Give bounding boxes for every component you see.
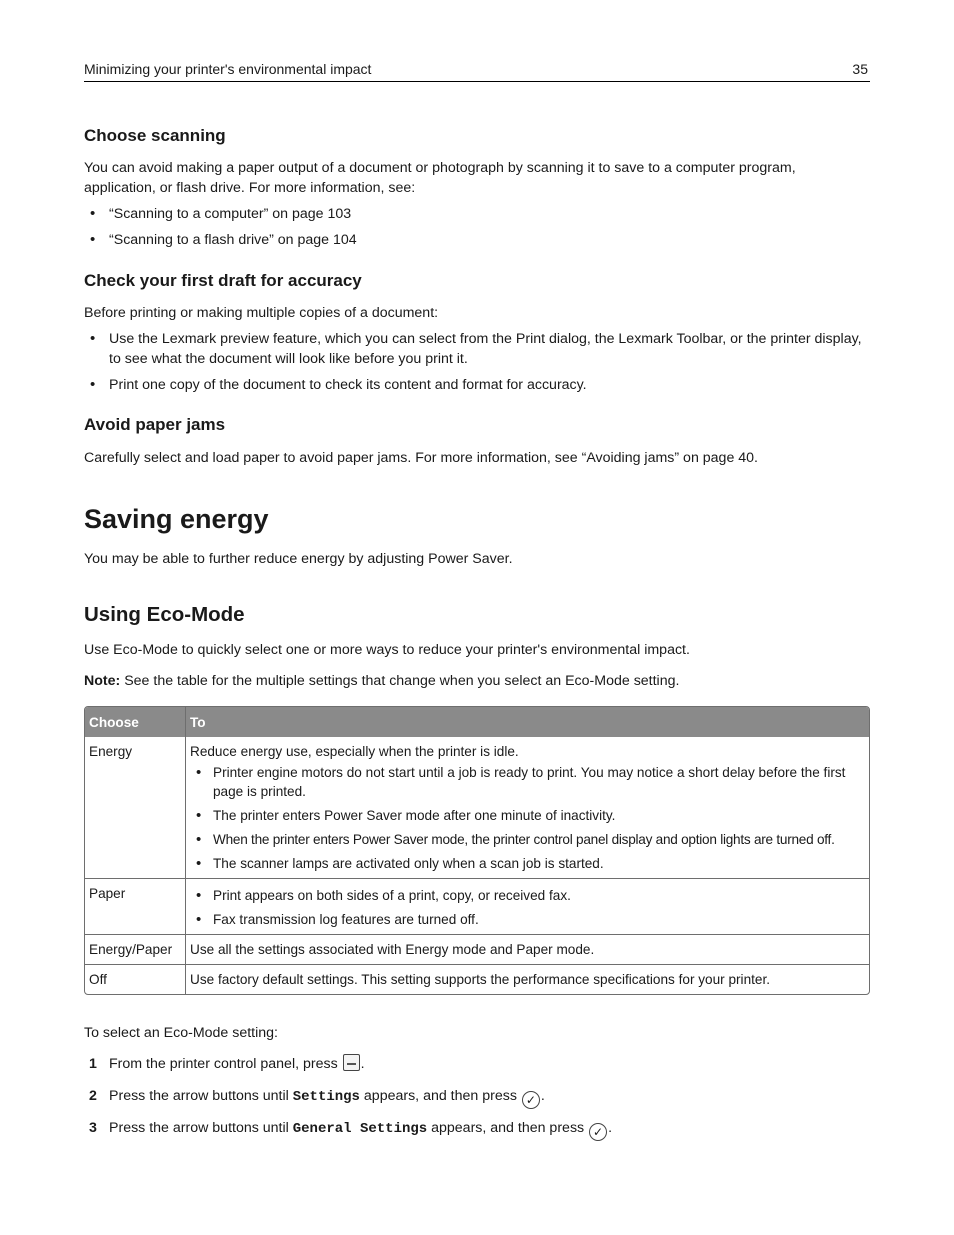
saving-energy-text: You may be able to further reduce energy by adjusting Power Saver.	[84, 551, 513, 567]
step-text-end: .	[608, 1120, 613, 1136]
page-number: 35	[852, 61, 868, 77]
section-choose-scanning	[84, 126, 870, 146]
checkmark-button-icon: ✓	[522, 1091, 540, 1109]
step-item	[84, 1117, 870, 1149]
row-description: Use all the settings associated with Energy mode and Paper mode.	[186, 934, 869, 964]
list-item: • Use the Lexmark preview feature, which you can select from the Print dialog, the Lexmark Toolbar, or the printer display, to see what the document will look like before you print it.	[84, 329, 870, 369]
step-text-middle: appears, and then press	[359, 1088, 521, 1104]
running-header	[84, 61, 870, 82]
column-header-choose: Choose	[85, 707, 186, 737]
row-bullets	[190, 763, 865, 873]
row-label: Energy/Paper	[85, 934, 186, 964]
checkmark-button-icon: ✓	[589, 1123, 607, 1141]
list-item: • “Scanning to a computer” on page 103	[84, 204, 870, 224]
step-text: From the printer control panel, press	[109, 1056, 342, 1072]
step-number: 3	[89, 1120, 97, 1136]
heading-saving-energy: Saving energy	[84, 504, 269, 534]
step-text: Press the arrow buttons until	[109, 1088, 293, 1104]
choose-scanning-intro: You can avoid making a paper output of a document or photograph by scanning it to save to a computer program, application, or flash drive. For more information, see:	[84, 160, 796, 196]
step-number: 1	[89, 1056, 97, 1072]
list-item: • Printer engine motors do not start until a job is ready to print. You may notice a short delay before the first page is printed.	[190, 763, 865, 801]
row-description: Use factory default settings. This setting supports the performance specifications for your printer.	[186, 964, 869, 994]
steps-list	[84, 1053, 870, 1149]
step-text: Press the arrow buttons until	[109, 1120, 293, 1136]
eco-mode-note	[84, 671, 870, 691]
list-item: • Print one copy of the document to check its content and format for accuracy.	[84, 375, 870, 395]
heading-avoid-jams: Avoid paper jams	[84, 415, 226, 434]
table-header-row	[85, 707, 869, 737]
list-item: • Fax transmission log features are turned off.	[190, 910, 865, 929]
row-bullets	[190, 886, 865, 929]
check-draft-list	[84, 329, 870, 395]
list-item: • The scanner lamps are activated only when a scan job is started.	[190, 854, 865, 873]
table-row	[85, 737, 869, 878]
menu-button-icon	[343, 1054, 360, 1071]
column-header-to: To	[186, 707, 869, 737]
eco-mode-text: Use Eco‑Mode to quickly select one or more ways to reduce your printer's environmental impact.	[84, 642, 690, 658]
row-description	[186, 737, 869, 878]
heading-choose-scanning: Choose scanning	[84, 126, 226, 145]
row-label: Energy	[85, 737, 186, 878]
row-label: Paper	[85, 878, 186, 934]
list-item: • When the printer enters Power Saver mode, the printer control panel display and option lights are turned off.	[190, 830, 865, 849]
step-item	[84, 1085, 870, 1117]
choose-scanning-body	[84, 158, 870, 198]
step-code: Settings	[292, 1089, 360, 1105]
table-row	[85, 878, 869, 934]
step-text-end: .	[540, 1088, 545, 1104]
steps-intro: To select an Eco‑Mode setting:	[84, 1025, 278, 1041]
choose-scanning-list	[84, 204, 870, 250]
table-row	[85, 964, 869, 994]
heading-eco-mode: Using Eco‑Mode	[84, 603, 245, 626]
step-number: 2	[89, 1088, 97, 1104]
step-item	[84, 1053, 870, 1085]
list-item: • Print appears on both sides of a print, copy, or received fax.	[190, 886, 865, 905]
running-header-title: Minimizing your printer's environmental impact	[84, 61, 372, 77]
step-code: General Settings	[292, 1121, 428, 1137]
note-label: Note:	[84, 673, 121, 689]
row-description	[186, 878, 869, 934]
step-text-end: .	[360, 1056, 365, 1072]
step-text-middle: appears, and then press	[427, 1120, 589, 1136]
heading-check-draft: Check your first draft for accuracy	[84, 271, 362, 290]
table-row	[85, 934, 869, 964]
row-intro: Reduce energy use, especially when the printer is idle.	[190, 744, 519, 759]
avoid-jams-text: Carefully select and load paper to avoid paper jams. For more information, see “Avoiding jams” on page 40.	[84, 450, 759, 466]
eco-mode-table	[84, 706, 870, 995]
check-draft-intro: Before printing or making multiple copies of a document:	[84, 305, 439, 321]
note-text: See the table for the multiple settings that change when you select an Eco‑Mode setting.	[120, 673, 680, 689]
list-item: • “Scanning to a flash drive” on page 104	[84, 230, 870, 250]
list-item: • The printer enters Power Saver mode after one minute of inactivity.	[190, 806, 865, 825]
row-label: Off	[85, 964, 186, 994]
